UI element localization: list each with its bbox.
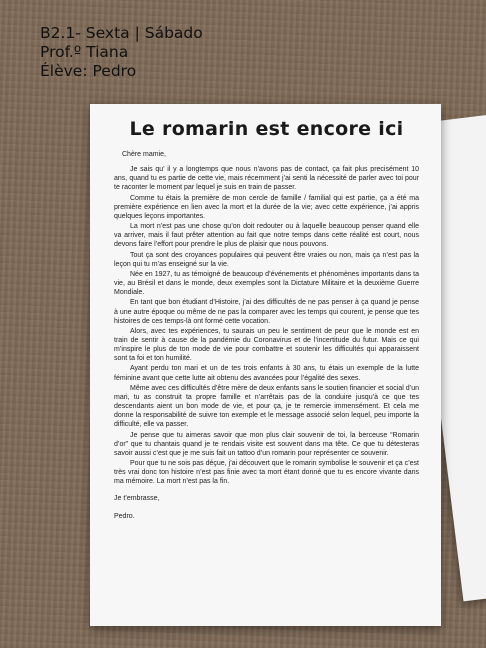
letter-title: Le romarin est encore ici <box>129 118 404 140</box>
letter-signature: Pedro. <box>114 512 135 520</box>
letter-page <box>90 104 441 626</box>
letter-paragraph: Tout ça sont des croyances populaires qui peuvent être vraies ou non, mais ça n’est pas la leçon qui tu m’as enseigné sur la vie. <box>114 251 419 268</box>
letter-closing: Je t’embrasse, <box>114 495 160 503</box>
student-name-text: Élève: Pedro <box>40 62 137 80</box>
letter-salutation: Chère mamie, <box>122 151 166 158</box>
letter-paragraph: Comme tu étais la première de mon cercle de famille / familial qui est partie, ça a été ma première expérience en lien avec la mort et la durée de la vie; avec cette expérience, j’ai appris quelques leçons importantes. <box>114 194 419 220</box>
letter-paragraph: Même avec ces difficultés d’être mère de deux enfants sans le soutien financier et social d’un mari, tu as construit ta propre famille et n’arrêtais pas de la conduire jusqu’à ce que tes descendants aient un bon mode de vie, et pour ça, je te remercie immensément. Et cela me donne la responsabilité de suivre ton exemple et le message associé selon lequel, peu importe la difficulté, elle va passer. <box>114 384 419 429</box>
letter-paragraph: Née en 1927, tu as témoigné de beaucoup d’événements et phénomènes importants dans ta vie, au Brésil et dans le monde, deux exemples sont la Dictature Militaire et la deuxième Guerre Mondiale. <box>114 270 419 297</box>
letter-paragraph: La mort n’est pas une chose qu’on doit redouter ou à laquelle beaucoup penser quand elle va arriver, mais il faut prêter attention au fait que notre temps dans cette réalité est court, nous devons faire l’effort pour prendre le plus de plaisir que nous pouvons. <box>114 223 419 249</box>
class-schedule-text: B2.1- Sexta | Sábado <box>40 24 203 42</box>
letter-paragraph: Pour que tu ne sois pas déçue, j’ai découvert que le romarin symbolise le souvenir et ça c’est très vrai donc ton histoire n’est pas finie avec ta mort étant donné que tu es encore vivante dans ma mémoire. La mort n’est pas la fin. <box>114 460 419 486</box>
teacher-name-text: Prof.º Tiana <box>40 43 129 61</box>
letter-paragraph: Ayant perdu ton mari et un de tes trois enfants à 30 ans, tu étais un exemple de la lutte féminine avant que cette lutte ait obtenu des avancées pour l’égalité des sexes. <box>114 365 419 382</box>
assignment-header <box>40 24 203 81</box>
letter-paragraph: Je sais qu’ il y a longtemps que nous n’avons pas de contact, ça fait plus precisément 10 ans, quand tu es partie de cette vie, mais récemment j’ai senti la nécessité de parler avec toi pour te raconter le moment par lequel je suis en train de passer. <box>114 166 419 192</box>
letter-paragraph: Je pense que tu aimeras savoir que mon plus clair souvenir de toi, la berceuse “Romarin d’or” que tu chantais quand je te rendais visite est souvent dans ma tête. Ce que tu détesteras savoir aussi c’est que je me suis fait un tattoo d’un romarin pour représenter ce souvenir. <box>114 431 419 457</box>
letter-paragraph: Alors, avec tes expériences, tu saurais un peu le sentiment de peur que le monde est en train de sentir à cause de la pandémie du Coronavirus et de l’incertitude du futur. Mais ce qui m’inspire le plus de ton mode de vie pour combattre et soutenir les difficultés qui apparaissent sont ta foi et ton humilité. <box>114 327 419 363</box>
letter-paragraph: En tant que bon étudiant d’Histoire, j’ai des difficultés de ne pas penser à ça quand je pense à une autre époque ou même de ne pas la comparer avec les temps qui courent, je pense que tes histoires de ces temps-là ont formé cette vocation. <box>114 299 419 325</box>
letter-body <box>114 150 419 521</box>
